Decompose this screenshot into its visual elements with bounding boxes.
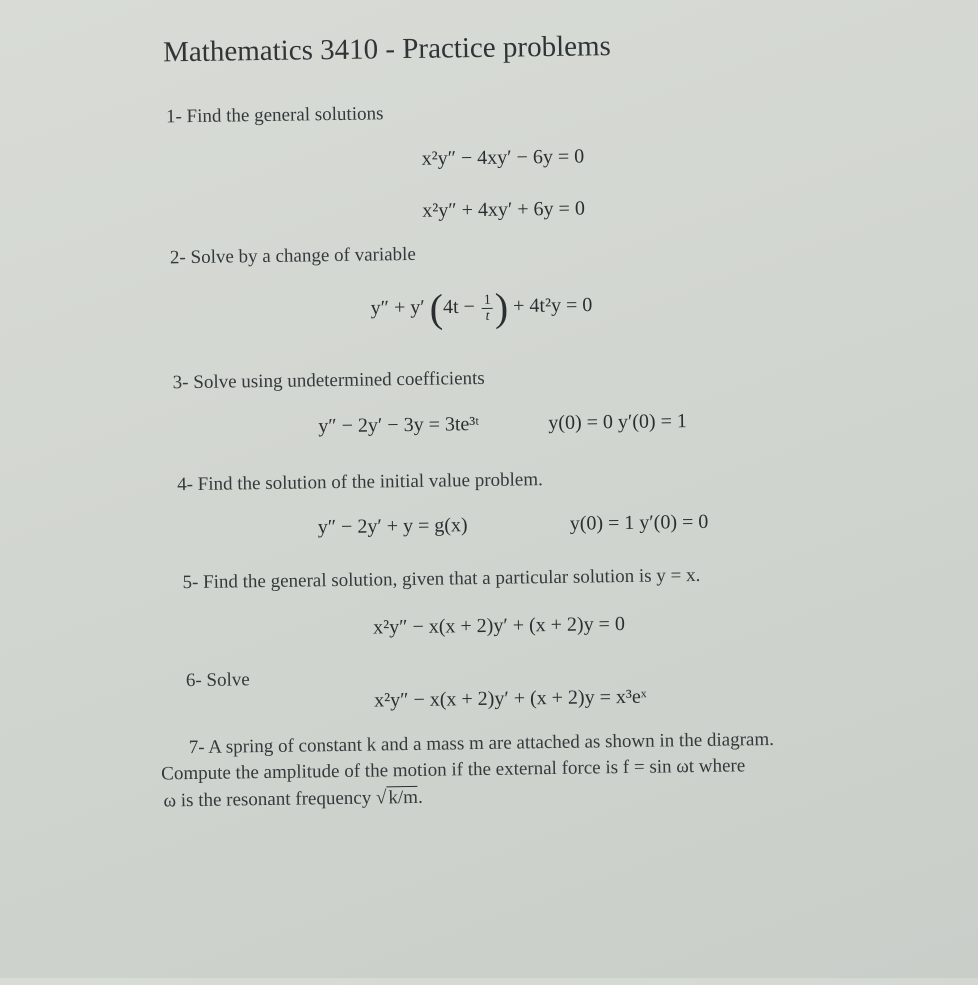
problem-1-equation-2: x²y″ + 4xy′ + 6y = 0 [422,197,586,222]
problem-2-equation [370,286,592,329]
problem-7-period: . [417,786,423,808]
problem-4-label: 4- Find the solution of the initial value problem. [177,469,543,496]
sqrt-symbol: √ [375,787,387,809]
problem-3-label: 3- Solve using undetermined coefficients [172,367,485,394]
fraction [482,292,493,323]
problem-2-eq-inner: 4t − [442,295,476,319]
problem-6-equation: x²y″ − x(x + 2)y′ + (x + 2)y = x³eˣ [374,685,647,712]
problem-2-eq-left: y″ + y′ [370,296,425,320]
problem-4-initial-conditions: y(0) = 1 y′(0) = 0 [569,510,709,535]
problem-7-line-2: Compute the amplitude of the motion if the external force is f = sin ωt where [161,755,746,785]
problem-7-line-1: 7- A spring of constant k and a mass m are attached as shown in the diagram. [188,728,775,759]
problem-2-eq-right: + 4t²y = 0 [513,294,593,318]
fraction-numerator: 1 [482,292,493,308]
problem-3-initial-conditions: y(0) = 0 y′(0) = 1 [548,410,688,435]
problem-5-equation: x²y″ − x(x + 2)y′ + (x + 2)y = 0 [373,612,626,639]
problem-5-label: 5- Find the general solution, given that a particular solution is y = x. [182,564,701,594]
problem-7-line-3-text: ω is the resonant frequency [163,787,372,812]
problem-3-equation: y″ − 2y′ − 3y = 3te³ᵗ [318,413,480,438]
problem-4-equation: y″ − 2y′ + y = g(x) [317,514,468,539]
problem-6-label: 6- Solve [185,669,250,692]
problem-1-label: 1- Find the general solutions [165,103,384,128]
page-title: Mathematics 3410 - Practice problems [162,30,612,69]
problem-2-label: 2- Solve by a change of variable [169,243,416,269]
problem-7-line-3 [163,787,423,813]
fraction-denominator: t [485,308,490,324]
problem-1-equation-1: x²y″ − 4xy′ − 6y = 0 [421,145,585,170]
right-paren: ) [494,284,509,330]
sqrt-radicand: k/m [386,786,418,808]
left-paren: ( [429,285,444,331]
